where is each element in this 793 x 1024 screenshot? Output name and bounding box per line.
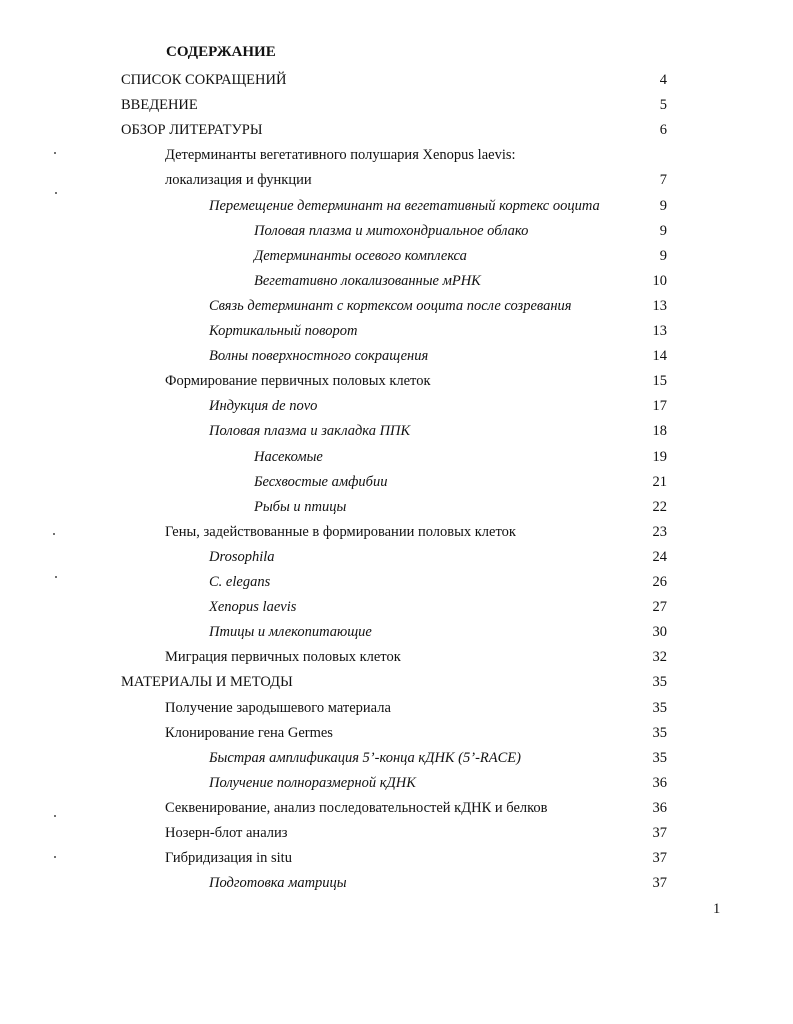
toc-entry-page: 35 xyxy=(652,750,667,766)
scan-speck xyxy=(55,192,57,194)
toc-entry-page: 37 xyxy=(652,825,667,841)
toc-entry-page: 4 xyxy=(659,72,667,88)
toc-entry xyxy=(0,622,793,642)
toc-entry xyxy=(0,296,793,316)
toc-entry-text: Подготовка матрицы xyxy=(209,875,347,891)
toc-entry xyxy=(0,145,793,165)
toc-entry xyxy=(0,672,793,692)
toc-entry-text: Половая плазма и закладка ППК xyxy=(209,423,411,439)
toc-entry-page: 37 xyxy=(652,850,667,866)
toc-entry-page: 9 xyxy=(659,223,667,239)
scan-speck xyxy=(54,152,56,154)
toc-entry xyxy=(0,346,793,366)
toc-entry-text: Половая плазма и митохондриальное облако xyxy=(254,223,529,239)
scan-speck xyxy=(54,815,56,817)
toc-entry-page: 15 xyxy=(652,373,667,389)
toc-entry xyxy=(0,271,793,291)
toc-entry-page: 22 xyxy=(652,499,667,515)
toc-entry-page: 5 xyxy=(659,97,667,113)
toc-entry-page: 6 xyxy=(659,122,667,138)
toc-entry xyxy=(0,472,793,492)
scan-speck xyxy=(53,533,55,535)
toc-title: СОДЕРЖАНИЕ xyxy=(166,44,276,60)
toc-entry-text: Птицы и млекопитающие xyxy=(209,624,372,640)
toc-entry xyxy=(0,873,793,893)
toc-entry-page: 35 xyxy=(652,725,667,741)
toc-entry xyxy=(0,447,793,467)
toc-entry-text: Связь детерминант с кортексом ооцита после созревания xyxy=(209,298,572,314)
toc-entry-text: C. elegans xyxy=(209,574,271,590)
toc-entry-page: 10 xyxy=(652,273,667,289)
toc-entry-text: ОБЗОР ЛИТЕРАТУРЫ xyxy=(121,122,263,138)
toc-entry-text: Волны поверхностного сокращения xyxy=(209,348,429,364)
toc-entry-text: Быстрая амплификация 5’-конца кДНК (5’-RACE) xyxy=(209,750,521,766)
toc-entry-text: локализация и функции xyxy=(165,172,312,188)
toc-entry-page: 18 xyxy=(652,423,667,439)
toc-entry-page: 14 xyxy=(652,348,667,364)
toc-entry xyxy=(0,221,793,241)
toc-entry-text: СПИСОК СОКРАЩЕНИЙ xyxy=(121,72,287,88)
toc-entry xyxy=(0,572,793,592)
toc-entry-text: Вегетативно локализованные мРНК xyxy=(254,273,481,289)
page-number: 1 xyxy=(713,901,721,917)
toc-entry-text: Клонирование гена Germes xyxy=(165,725,333,741)
toc-entry-page: 35 xyxy=(652,700,667,716)
toc-entry xyxy=(0,120,793,140)
toc-entry-text: Детерминанты вегетативного полушария Xenopus laevis: xyxy=(165,147,516,163)
toc-entry xyxy=(0,698,793,718)
toc-entry-page: 32 xyxy=(652,649,667,665)
toc-entry-text: Миграция первичных половых клеток xyxy=(165,649,401,665)
toc-entry-text: МАТЕРИАЛЫ И МЕТОДЫ xyxy=(121,674,293,690)
toc-entry xyxy=(0,170,793,190)
toc-entry-text: Секвенирование, анализ последовательностей кДНК и белков xyxy=(165,800,548,816)
toc-entry-page: 26 xyxy=(652,574,667,590)
toc-entry-text: Гибридизация in situ xyxy=(165,850,292,866)
toc-entry xyxy=(0,371,793,391)
toc-entry xyxy=(0,748,793,768)
toc-entry-page: 37 xyxy=(652,875,667,891)
toc-entry-text: ВВЕДЕНИЕ xyxy=(121,97,198,113)
toc-entry xyxy=(0,421,793,441)
toc-entry-page: 36 xyxy=(652,800,667,816)
toc-entry xyxy=(0,597,793,617)
toc-entry-text: Формирование первичных половых клеток xyxy=(165,373,431,389)
toc-entry-page: 7 xyxy=(659,172,667,188)
toc-entry-page: 24 xyxy=(652,549,667,565)
toc-entry-page: 36 xyxy=(652,775,667,791)
toc-entry-page: 9 xyxy=(659,198,667,214)
toc-entry-page: 13 xyxy=(652,323,667,339)
toc-entry xyxy=(0,848,793,868)
toc-entry xyxy=(0,773,793,793)
toc-entry-text: Получение зародышевого материала xyxy=(165,700,391,716)
toc-entry-text: Детерминанты осевого комплекса xyxy=(254,248,467,264)
toc-entry-text: Кортикальный поворот xyxy=(209,323,358,339)
toc-entry-text: Drosophila xyxy=(209,549,275,565)
scan-speck xyxy=(54,856,56,858)
toc-entry-text: Перемещение детерминант на вегетативный кортекс ооцита xyxy=(209,198,600,214)
toc-entry-text: Гены, задействованные в формировании половых клеток xyxy=(165,524,516,540)
toc-entry xyxy=(0,321,793,341)
toc-entry-text: Насекомые xyxy=(254,449,323,465)
toc-entry-text: Бесхвостые амфибии xyxy=(254,474,388,490)
toc-entry-page: 35 xyxy=(652,674,667,690)
toc-entry-page: 21 xyxy=(652,474,667,490)
toc-entry-page: 13 xyxy=(652,298,667,314)
toc-entry xyxy=(0,823,793,843)
toc-entry xyxy=(0,95,793,115)
toc-entry-page: 23 xyxy=(652,524,667,540)
toc-entry xyxy=(0,547,793,567)
toc-entry xyxy=(0,246,793,266)
toc-entry-page: 27 xyxy=(652,599,667,615)
toc-entry xyxy=(0,196,793,216)
toc-entry xyxy=(0,497,793,517)
toc-entry-page: 9 xyxy=(659,248,667,264)
toc-entry-text: Индукция de novo xyxy=(209,398,318,414)
toc-entry xyxy=(0,70,793,90)
toc-entry xyxy=(0,798,793,818)
toc-entry-page: 30 xyxy=(652,624,667,640)
toc-entry-page: 19 xyxy=(652,449,667,465)
toc-entry-page: 17 xyxy=(652,398,667,414)
toc-entry xyxy=(0,723,793,743)
toc-entry-text: Нозерн-блот анализ xyxy=(165,825,288,841)
toc-entry-text: Рыбы и птицы xyxy=(254,499,347,515)
toc-entry xyxy=(0,522,793,542)
toc-entry xyxy=(0,396,793,416)
toc-entry xyxy=(0,647,793,667)
toc-entry-text: Получение полноразмерной кДНК xyxy=(209,775,416,791)
toc-entry-text: Xenopus laevis xyxy=(209,599,297,615)
scan-speck xyxy=(55,576,57,578)
